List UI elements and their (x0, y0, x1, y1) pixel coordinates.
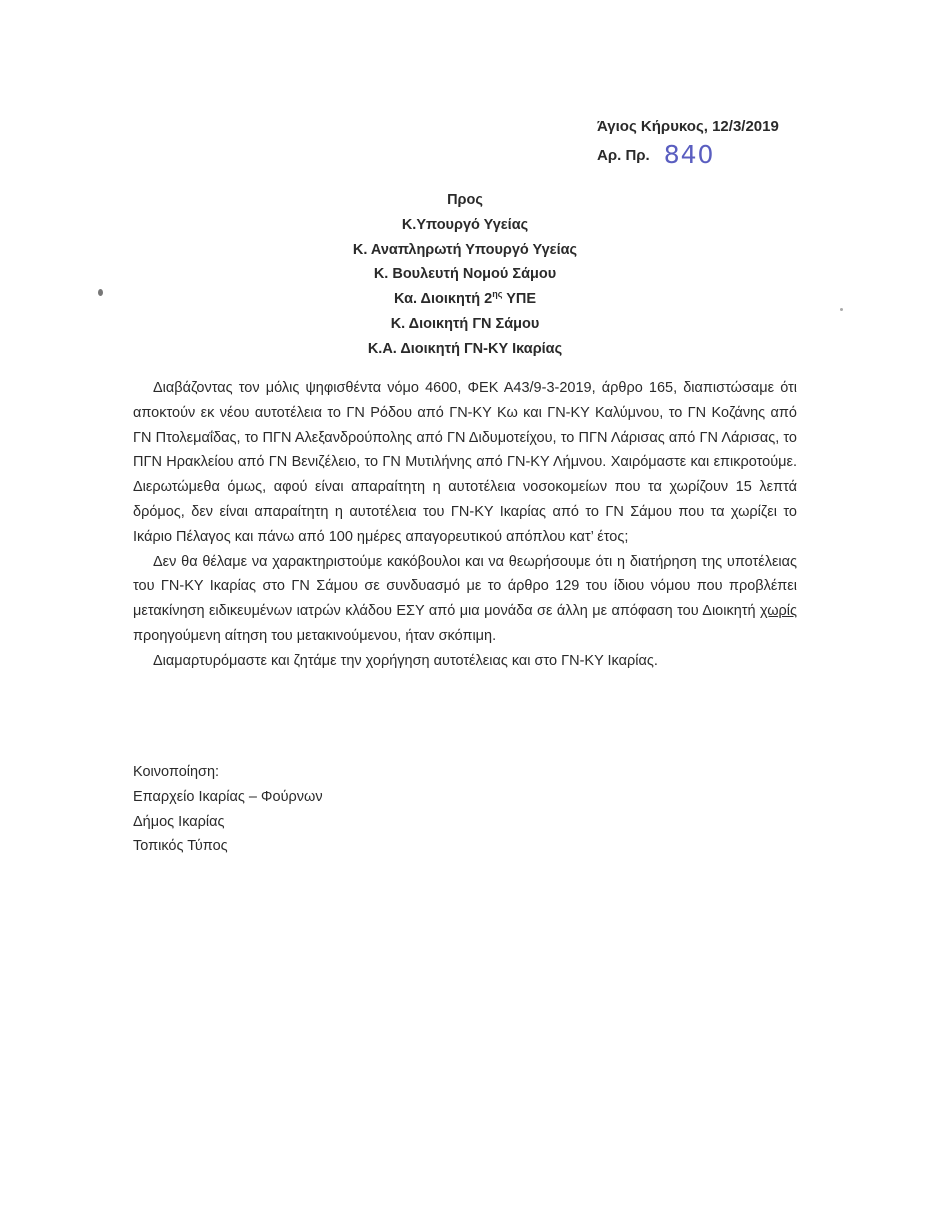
body-paragraph: Διαμαρτυρόμαστε και ζητάμε την χορήγηση αυτοτέλειας και στο ΓΝ-ΚΥ Ικαρίας. (153, 652, 658, 669)
cc-item: Τοπικός Τύπος (133, 838, 228, 855)
scan-speck (840, 308, 843, 311)
recipient-line (200, 287, 730, 312)
recipient-line: Κ. Βουλευτή Νομού Σάμου (373, 266, 557, 283)
letter-header (597, 114, 917, 168)
cc-item: Δήμος Ικαρίας (133, 813, 225, 830)
letter-body (133, 376, 797, 674)
to-label: Προς (447, 192, 483, 208)
body-paragraph: Διαβάζοντας τον μόλις ψηφισθέντα νόμο 4600, ΦΕΚ Α43/9-3-2019, άρθρο 165, διαπιστώσαμε ότι αποκτούν εκ νέου αυτοτέλεια το ΓΝ Ρόδου από ΓΝ-ΚΥ Κω και ΓΝ-ΚΥ Καλύμνου, το ΓΝ Κοζάνης από ΓΝ Πτολεμαΐδας, το ΠΓΝ Αλεξανδρούπολης από ΓΝ Διδυμοτείχου, το ΠΓΝ Λάρισας από ΓΝ Λάρισας, το ΠΓΝ Ηρακλείου από ΓΝ Βενιζέλειο, το ΓΝ Μυτιλήνης από ΓΝ-ΚΥ Λήμνου. Χαιρόμαστε και επικροτούμε. Διερωτώμεθα όμως, αφού είναι απαραίτητη η αυτοτέλεια νοσοκομείων που τα χωρίζουν 15 λεπτά δρόμος, δεν είναι απαραίτητη η αυτοτέλεια του ΓΝ-ΚΥ Ικαρίας από το ΓΝ Σάμου που τα χωρίζει το Ικάριο Πέλαγος και πάνω από 100 ημέρες απαγορευτικού απόπλου κατ’ έτος; (133, 380, 797, 545)
cc-label: Κοινοποίηση: (133, 764, 220, 780)
recipient-line-text: Κα. Διοικητή 2 (393, 291, 493, 308)
underlined-word: χωρίς (759, 603, 797, 620)
cc-item: Επαρχείο Ικαρίας – Φούρνων (133, 788, 323, 805)
protocol-label: Αρ. Πρ. (597, 147, 650, 164)
body-paragraph (133, 550, 797, 649)
scan-speck (98, 289, 103, 296)
recipient-line-suffix: ΥΠΕ (502, 291, 537, 308)
protocol-line (597, 139, 917, 168)
recipient-line: Κ. Αναπληρωτή Υπουργό Υγείας (352, 241, 578, 258)
recipient-line-superscript: ης (492, 289, 503, 300)
recipients-block (200, 188, 730, 362)
recipient-line: Κ.Υπουργό Υγείας (401, 216, 529, 233)
recipient-line: Κ.Α. Διοικητή ΓΝ-ΚΥ Ικαρίας (367, 340, 563, 357)
paragraph-text: Δεν θα θέλαμε να χαρακτηριστούμε κακόβουλοι και να θεωρήσουμε ότι η διατήρηση της υποτέλειας του ΓΝ-ΚΥ Ικαρίας στο ΓΝ Σάμου σε συνδυασμό με το άρθρο 129 του ίδιου νόμου που προβλέπει μετακίνηση ειδικευμένων ιατρών κλάδου ΕΣΥ από μια μονάδα σε άλλη με απόφαση του Διοικητή (133, 553, 797, 620)
cc-block (133, 760, 323, 859)
paragraph-text: προηγούμενη αίτηση του μετακινούμενου, ήταν σκόπιμη. (133, 627, 497, 644)
place-date: Άγιος Κήρυκος, 12/3/2019 (597, 118, 779, 135)
protocol-number-handwritten: 840 (663, 140, 715, 169)
recipient-line: Κ. Διοικητή ΓΝ Σάμου (390, 315, 540, 332)
